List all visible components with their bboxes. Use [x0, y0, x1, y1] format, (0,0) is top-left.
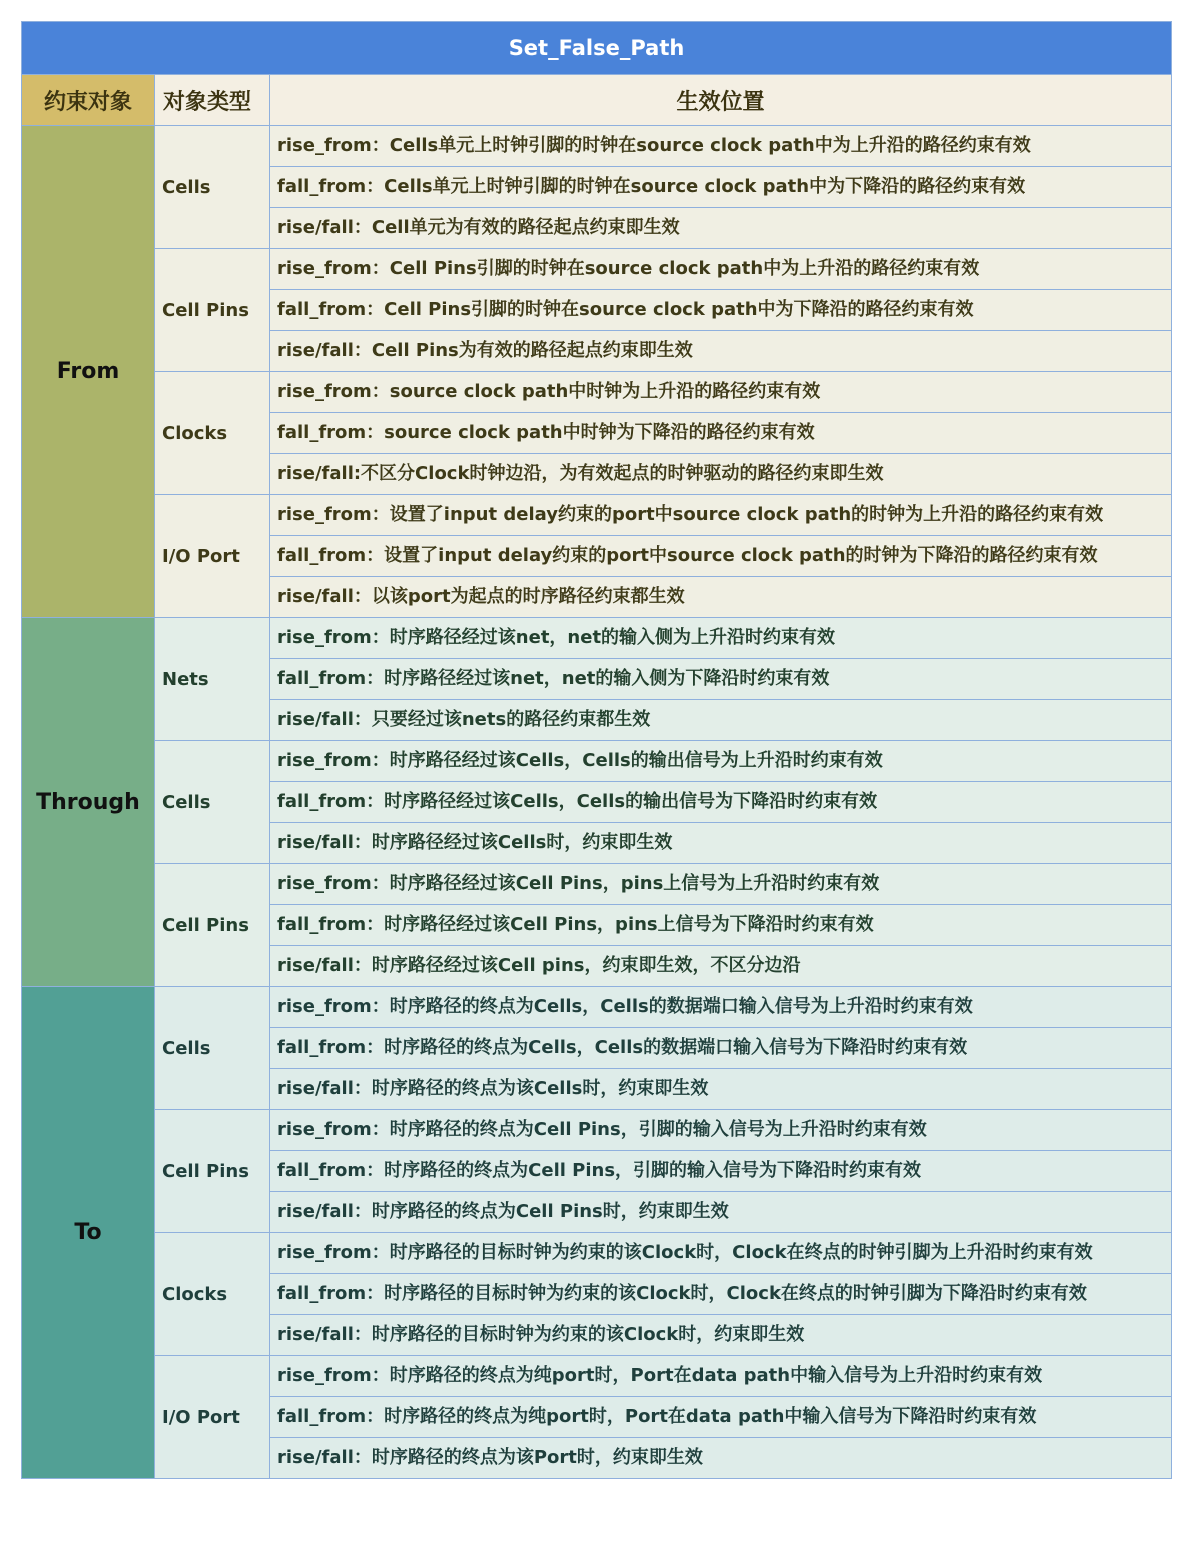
effective-position-cell: rise/fall：时序路径的目标时钟为约束的该Clock时，约束即生效 — [270, 1315, 1172, 1356]
effective-position-cell: rise_from：时序路径的终点为纯port时，Port在data path中输入信号为上升沿时约束有效 — [270, 1356, 1172, 1397]
effective-position-cell: fall_from：设置了input delay约束的port中source clock path的时钟为下降沿的路径约束有效 — [270, 536, 1172, 577]
effective-position-cell: rise/fall：只要经过该nets的路径约束都生效 — [270, 700, 1172, 741]
table-row — [22, 1110, 1172, 1151]
effective-position-cell: rise_from：时序路径经过该Cells，Cells的输出信号为上升沿时约束有效 — [270, 741, 1172, 782]
table-row — [22, 618, 1172, 659]
table-title: Set_False_Path — [22, 22, 1172, 75]
table-row — [22, 864, 1172, 905]
effective-position-cell: rise_from：时序路径的终点为Cells，Cells的数据端口输入信号为上升沿时约束有效 — [270, 987, 1172, 1028]
table-row — [22, 1356, 1172, 1397]
table-row — [22, 1233, 1172, 1274]
object-type-cell: Clocks — [155, 372, 270, 495]
effective-position-cell: rise/fall：时序路径的终点为Cell Pins时，约束即生效 — [270, 1192, 1172, 1233]
header-row — [22, 75, 1172, 126]
effective-position-cell: fall_from：时序路径经过该Cell Pins，pins上信号为下降沿时约束有效 — [270, 905, 1172, 946]
effective-position-cell: rise_from：时序路径经过该Cell Pins，pins上信号为上升沿时约束有效 — [270, 864, 1172, 905]
effective-position-cell: rise_from：时序路径的终点为Cell Pins，引脚的输入信号为上升沿时约束有效 — [270, 1110, 1172, 1151]
effective-position-cell: fall_from：source clock path中时钟为下降沿的路径约束有效 — [270, 413, 1172, 454]
effective-position-cell: rise/fall：Cell单元为有效的路径起点约束即生效 — [270, 208, 1172, 249]
effective-position-cell: rise/fall：Cell Pins为有效的路径起点约束即生效 — [270, 331, 1172, 372]
effective-position-cell: rise/fall：时序路径的终点为该Cells时，约束即生效 — [270, 1069, 1172, 1110]
effective-position-cell: rise_from：设置了input delay约束的port中source clock path的时钟为上升沿的路径约束有效 — [270, 495, 1172, 536]
effective-position-cell: fall_from：时序路径的目标时钟为约束的该Clock时，Clock在终点的时钟引脚为下降沿时约束有效 — [270, 1274, 1172, 1315]
effective-position-cell: rise/fall：时序路径经过该Cells时，约束即生效 — [270, 823, 1172, 864]
effective-position-cell: fall_from：时序路径的终点为Cells，Cells的数据端口输入信号为下降沿时约束有效 — [270, 1028, 1172, 1069]
effective-position-cell: fall_from：时序路径的终点为纯port时，Port在data path中输入信号为下降沿时约束有效 — [270, 1397, 1172, 1438]
group-from: From — [22, 126, 155, 618]
object-type-cell: Clocks — [155, 1233, 270, 1356]
object-type-cell: Cells — [155, 126, 270, 249]
effective-position-cell: fall_from：时序路径经过该Cells，Cells的输出信号为下降沿时约束有效 — [270, 782, 1172, 823]
object-type-cell: I/O Port — [155, 1356, 270, 1479]
table-row — [22, 126, 1172, 167]
effective-position-cell: rise/fall：时序路径的终点为该Port时，约束即生效 — [270, 1438, 1172, 1479]
header-constraint-object: 约束对象 — [22, 75, 155, 126]
group-to: To — [22, 987, 155, 1479]
effective-position-cell: fall_from：时序路径的终点为Cell Pins，引脚的输入信号为下降沿时约束有效 — [270, 1151, 1172, 1192]
table-row — [22, 372, 1172, 413]
object-type-cell: Nets — [155, 618, 270, 741]
group-through: Through — [22, 618, 155, 987]
effective-position-cell: rise_from：时序路径经过该net，net的输入侧为上升沿时约束有效 — [270, 618, 1172, 659]
header-effective-position: 生效位置 — [270, 75, 1172, 126]
effective-position-cell: rise_from：Cell Pins引脚的时钟在source clock path中为上升沿的路径约束有效 — [270, 249, 1172, 290]
table-row — [22, 741, 1172, 782]
effective-position-cell: fall_from：Cells单元上时钟引脚的时钟在source clock path中为下降沿的路径约束有效 — [270, 167, 1172, 208]
table-row — [22, 495, 1172, 536]
effective-position-cell: rise/fall:不区分Clock时钟边沿，为有效起点的时钟驱动的路径约束即生效 — [270, 454, 1172, 495]
object-type-cell: Cell Pins — [155, 1110, 270, 1233]
effective-position-cell: rise_from：Cells单元上时钟引脚的时钟在source clock path中为上升沿的路径约束有效 — [270, 126, 1172, 167]
object-type-cell: Cells — [155, 741, 270, 864]
effective-position-cell: fall_from：时序路径经过该net，net的输入侧为下降沿时约束有效 — [270, 659, 1172, 700]
title-row — [22, 22, 1172, 75]
effective-position-cell: rise_from：source clock path中时钟为上升沿的路径约束有效 — [270, 372, 1172, 413]
effective-position-cell: rise_from：时序路径的目标时钟为约束的该Clock时，Clock在终点的时钟引脚为上升沿时约束有效 — [270, 1233, 1172, 1274]
object-type-cell: Cells — [155, 987, 270, 1110]
object-type-cell: I/O Port — [155, 495, 270, 618]
object-type-cell: Cell Pins — [155, 249, 270, 372]
table-row — [22, 987, 1172, 1028]
table-row — [22, 249, 1172, 290]
effective-position-cell: rise/fall：时序路径经过该Cell pins，约束即生效，不区分边沿 — [270, 946, 1172, 987]
header-object-type: 对象类型 — [155, 75, 270, 126]
effective-position-cell: fall_from：Cell Pins引脚的时钟在source clock path中为下降沿的路径约束有效 — [270, 290, 1172, 331]
set-false-path-table — [21, 21, 1172, 1479]
effective-position-cell: rise/fall：以该port为起点的时序路径约束都生效 — [270, 577, 1172, 618]
object-type-cell: Cell Pins — [155, 864, 270, 987]
